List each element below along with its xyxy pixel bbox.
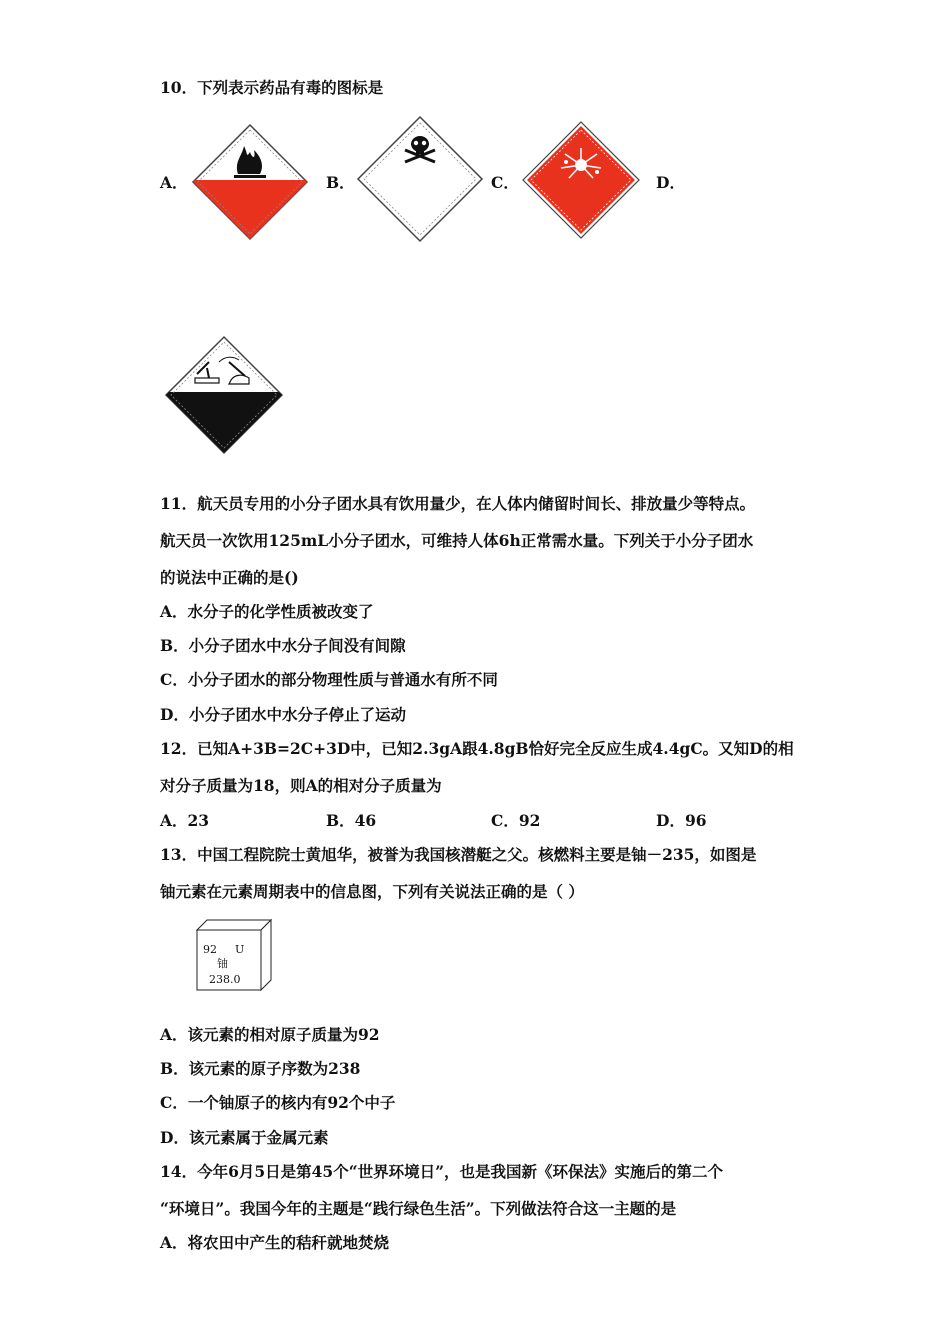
q10-stem: 10．下列表示药品有毒的图标是 — [160, 78, 384, 97]
q10-option-c-label[interactable]: C． — [491, 173, 519, 192]
flammable-solid-sign-icon[interactable] — [190, 122, 310, 242]
q11-option-a[interactable]: A．水分子的化学性质被改变了 — [160, 602, 374, 621]
q13-stem-line-2: 铀元素在元素周期表中的信息图，下列有关说法正确的是（ ） — [160, 882, 584, 901]
element-atomic-number: 92 — [203, 943, 217, 956]
uranium-element-card — [195, 918, 273, 992]
corrosive-sign-icon[interactable] — [163, 334, 285, 456]
q11-stem-line-3: 的说法中正确的是() — [160, 568, 299, 587]
explosive-sign-icon[interactable] — [521, 120, 641, 240]
q10-option-b-label[interactable]: B． — [326, 173, 355, 192]
toxic-skull-sign-icon[interactable] — [355, 114, 485, 244]
q12-option-a[interactable]: A．23 — [160, 811, 210, 830]
q12-option-c[interactable]: C．92 — [491, 811, 541, 830]
element-symbol: U — [235, 943, 245, 956]
q12-option-b[interactable]: B．46 — [326, 811, 377, 830]
q12-stem-line-1: 12．已知A+3B=2C+3D中，已知2.3gA跟4.8gB恰好完全反应生成4.4gC。又知D的相 — [160, 739, 794, 758]
q11-stem-line-1: 11．航天员专用的小分子团水具有饮用量少，在人体内储留时间长、排放量少等特点。 — [160, 494, 756, 513]
q12-options-row — [160, 811, 860, 831]
q11-stem-line-2: 航天员一次饮用125mL小分子团水，可维持人体6h正常需水量。下列关于小分子团水 — [160, 531, 754, 550]
q13-stem-line-1: 13．中国工程院院士黄旭华，被誉为我国核潜艇之父。核燃料主要是铀－235，如图是 — [160, 845, 757, 864]
q10-option-d-label[interactable]: D． — [656, 173, 685, 192]
q12-option-d[interactable]: D．96 — [656, 811, 707, 830]
q12-stem-line-2: 对分子质量为18，则A的相对分子质量为 — [160, 776, 442, 795]
q14-stem-line-1: 14．今年6月5日是第45个“世界环境日”，也是我国新《环保法》实施后的第二个 — [160, 1162, 724, 1181]
q14-stem-line-2: “环境日”。我国今年的主题是“践行绿色生活”。下列做法符合这一主题的是 — [160, 1199, 677, 1218]
q13-option-b[interactable]: B．该元素的原子序数为238 — [160, 1059, 361, 1078]
q14-option-a[interactable]: A．将农田中产生的秸秆就地焚烧 — [160, 1233, 390, 1252]
q10-option-a-label[interactable]: A． — [160, 173, 188, 192]
q11-option-d[interactable]: D．小分子团水中水分子停止了运动 — [160, 705, 406, 724]
element-name: 铀 — [217, 957, 228, 970]
q11-option-c[interactable]: C．小分子团水的部分物理性质与普通水有所不同 — [160, 670, 498, 689]
q13-option-d[interactable]: D．该元素属于金属元素 — [160, 1128, 329, 1147]
q13-option-a[interactable]: A．该元素的相对原子质量为92 — [160, 1025, 380, 1044]
q11-option-b[interactable]: B．小分子团水中水分子间没有间隙 — [160, 636, 406, 655]
element-atomic-mass: 238.0 — [209, 973, 241, 986]
q13-option-c[interactable]: C．一个铀原子的核内有92个中子 — [160, 1093, 396, 1112]
